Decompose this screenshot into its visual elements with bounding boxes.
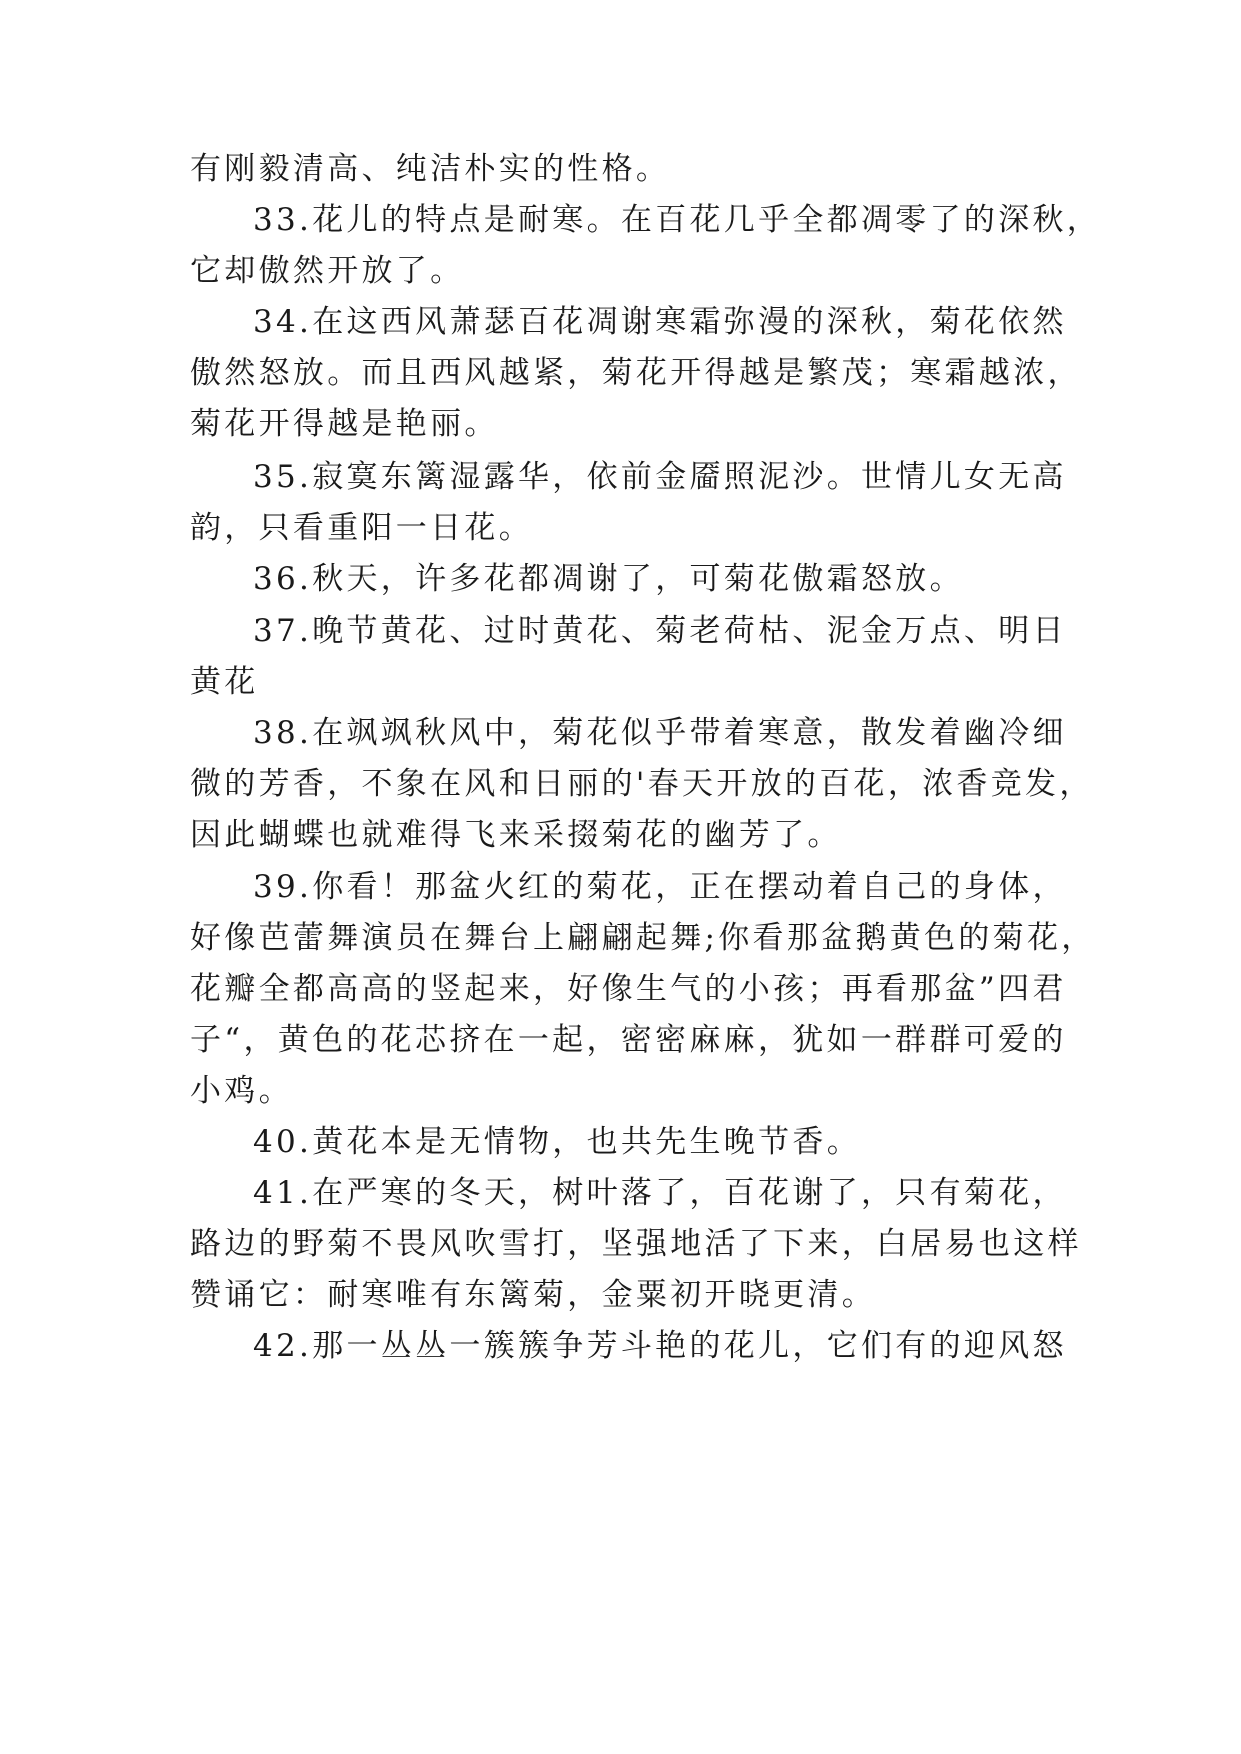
text-line: 38.在飒飒秋风中，菊花似乎带着寒意，散发着幽冷细 xyxy=(253,715,1067,751)
text-line: 菊花开得越是艳丽。 xyxy=(190,406,499,442)
text-line: 40.黄花本是无情物，也共先生晚节香。 xyxy=(253,1124,861,1160)
text-line: 子“，黄色的花芯挤在一起，密密麻麻，犹如一群群可爱的 xyxy=(190,1022,1067,1058)
text-line: 33.花儿的特点是耐寒。在百花几乎全都凋零了的深秋， xyxy=(253,202,1102,238)
text-line: 有刚毅清高、纯洁朴实的性格。 xyxy=(190,151,671,187)
text-line: 37.晚节黄花、过时黄花、菊老荷枯、泥金万点、明日 xyxy=(253,613,1067,649)
text-line: 42.那一丛丛一簇簇争芳斗艳的花儿，它们有的迎风怒 xyxy=(253,1328,1067,1364)
text-line: 35.寂寞东篱湿露华，依前金靥照泥沙。世情儿女无高 xyxy=(253,459,1067,495)
text-line: 小鸡。 xyxy=(190,1073,293,1109)
text-line: 微的芳香，不象在风和日丽的'春天开放的百花，浓香竞发， xyxy=(190,766,1094,802)
text-line: 34.在这西风萧瑟百花凋谢寒霜弥漫的深秋，菊花依然 xyxy=(253,304,1067,340)
text-line: 41.在严寒的冬天，树叶落了，百花谢了，只有菊花， xyxy=(253,1175,1067,1211)
text-line: 36.秋天，许多花都凋谢了，可菊花傲霜怒放。 xyxy=(253,561,964,597)
text-line: 它却傲然开放了。 xyxy=(190,253,465,289)
text-line: 39.你看！那盆火红的菊花，正在摆动着自己的身体， xyxy=(253,869,1067,905)
text-line: 赞诵它：耐寒唯有东篱菊，金粟初开晓更清。 xyxy=(190,1277,876,1313)
text-line: 傲然怒放。而且西风越紧，菊花开得越是繁茂；寒霜越浓， xyxy=(190,355,1082,391)
text-line: 韵，只看重阳一日花。 xyxy=(190,510,533,546)
text-line: 路边的野菊不畏风吹雪打，坚强地活了下来，白居易也这样 xyxy=(190,1226,1082,1262)
text-line: 好像芭蕾舞演员在舞台上翩翩起舞;你看那盆鹅黄色的菊花， xyxy=(190,920,1096,956)
text-line: 因此蝴蝶也就难得飞来采掇菊花的幽芳了。 xyxy=(190,817,842,853)
text-line: 黄花 xyxy=(190,664,259,700)
text-line: 花瓣全都高高的竖起来，好像生气的小孩；再看那盆”四君 xyxy=(190,971,1067,1007)
